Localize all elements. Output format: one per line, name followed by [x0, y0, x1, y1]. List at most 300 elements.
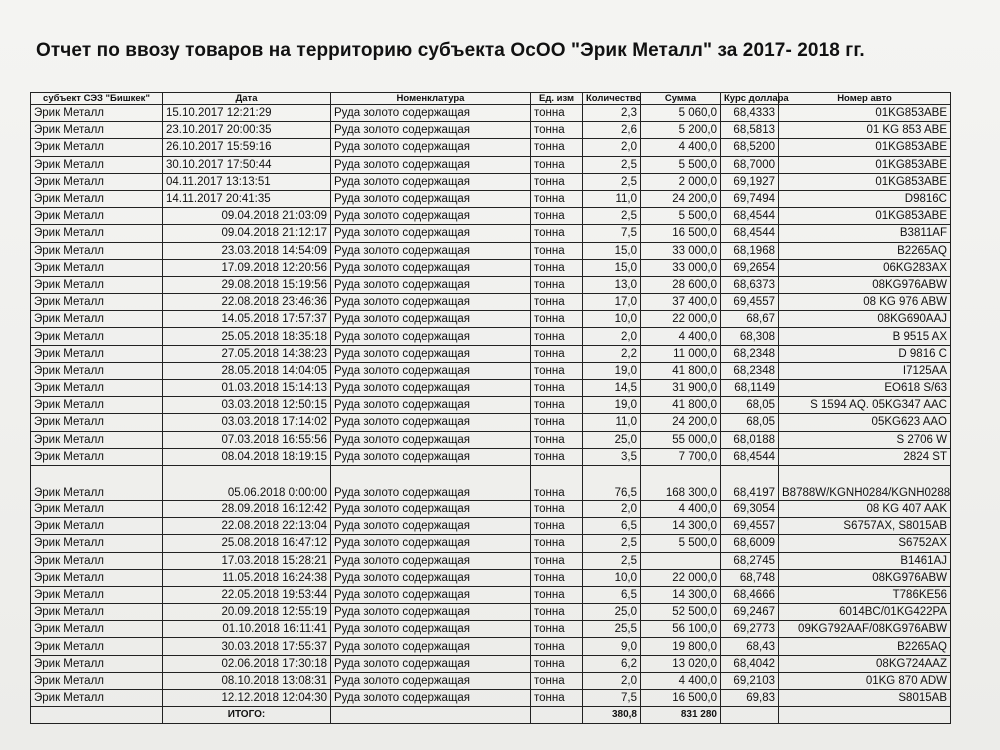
- cell-plate: B3811AF: [779, 225, 951, 242]
- cell-rate: 68,4197: [721, 465, 779, 500]
- table-row: [31, 328, 951, 345]
- cell-quantity: 25,0: [583, 604, 641, 621]
- cell-quantity: 14,5: [583, 380, 641, 397]
- cell-quantity: 19,0: [583, 362, 641, 379]
- cell-nomenclature: Руда золото содержащая: [331, 518, 531, 535]
- table-row: [31, 465, 951, 500]
- cell-rate: 69,4557: [721, 294, 779, 311]
- cell-subject: Эрик Металл: [31, 242, 163, 259]
- header-unit: Ед. изм: [531, 93, 583, 105]
- table-row: [31, 586, 951, 603]
- cell-plate: 01KG853ABE: [779, 208, 951, 225]
- cell-date: 17.09.2018 12:20:56: [163, 259, 331, 276]
- cell-plate: 08KG976ABW: [779, 569, 951, 586]
- cell-sum: 31 900,0: [641, 380, 721, 397]
- table-row: [31, 655, 951, 672]
- cell-plate: 06KG283AX: [779, 259, 951, 276]
- cell-subject: Эрик Металл: [31, 362, 163, 379]
- cell-date: 09.04.2018 21:03:09: [163, 208, 331, 225]
- cell-subject: Эрик Металл: [31, 586, 163, 603]
- cell-plate: 05KG623 AAO: [779, 414, 951, 431]
- cell-plate: B1461AJ: [779, 552, 951, 569]
- cell-date: 22.05.2018 19:53:44: [163, 586, 331, 603]
- cell-plate: B8788W/KGNH0284/KGNH0288: [779, 465, 951, 500]
- cell-sum: 41 800,0: [641, 397, 721, 414]
- cell-rate: 68,2348: [721, 362, 779, 379]
- cell-nomenclature: Руда золото содержащая: [331, 465, 531, 500]
- cell-quantity: 7,5: [583, 690, 641, 707]
- table-row: [31, 638, 951, 655]
- cell-subject: Эрик Металл: [31, 294, 163, 311]
- cell-rate: 69,2467: [721, 604, 779, 621]
- table-row: [31, 569, 951, 586]
- table-row: [31, 672, 951, 689]
- cell-plate: 08KG976ABW: [779, 276, 951, 293]
- cell-sum: 5 500,0: [641, 535, 721, 552]
- cell-unit: тонна: [531, 294, 583, 311]
- cell-quantity: 2,0: [583, 672, 641, 689]
- cell-date: 08.10.2018 13:08:31: [163, 672, 331, 689]
- cell-date: 04.11.2017 13:13:51: [163, 173, 331, 190]
- cell-date: 03.03.2018 17:14:02: [163, 414, 331, 431]
- cell-sum: 14 300,0: [641, 586, 721, 603]
- cell-subject: Эрик Металл: [31, 465, 163, 500]
- cell-quantity: 7,5: [583, 225, 641, 242]
- cell-plate: D 9816 C: [779, 345, 951, 362]
- cell-nomenclature: Руда золото содержащая: [331, 122, 531, 139]
- cell-rate: 68,4544: [721, 448, 779, 465]
- cell-subject: Эрик Металл: [31, 259, 163, 276]
- table-row: [31, 294, 951, 311]
- cell-date: 26.10.2017 15:59:16: [163, 139, 331, 156]
- cell-plate: 09KG792AAF/08KG976ABW: [779, 621, 951, 638]
- table-row: [31, 242, 951, 259]
- cell-sum: 56 100,0: [641, 621, 721, 638]
- cell-date: 09.04.2018 21:12:17: [163, 225, 331, 242]
- table-row: [31, 156, 951, 173]
- cell-quantity: 25,5: [583, 621, 641, 638]
- cell-subject: Эрик Металл: [31, 569, 163, 586]
- table-row: [31, 139, 951, 156]
- cell-subject: Эрик Металл: [31, 225, 163, 242]
- cell-unit: тонна: [531, 362, 583, 379]
- table-row: [31, 448, 951, 465]
- cell-nomenclature: Руда золото содержащая: [331, 448, 531, 465]
- cell-subject: Эрик Металл: [31, 208, 163, 225]
- table-row: [31, 380, 951, 397]
- cell-nomenclature: Руда золото содержащая: [331, 276, 531, 293]
- total-empty-unit: [531, 707, 583, 724]
- cell-nomenclature: Руда золото содержащая: [331, 311, 531, 328]
- cell-plate: 01 KG 853 ABE: [779, 122, 951, 139]
- cell-unit: тонна: [531, 690, 583, 707]
- total-empty-subject: [31, 707, 163, 724]
- cell-unit: тонна: [531, 552, 583, 569]
- cell-nomenclature: Руда золото содержащая: [331, 431, 531, 448]
- cell-subject: Эрик Металл: [31, 672, 163, 689]
- cell-subject: Эрик Металл: [31, 500, 163, 517]
- total-label: ИТОГО:: [163, 707, 331, 724]
- cell-unit: тонна: [531, 276, 583, 293]
- cell-rate: 68,4333: [721, 105, 779, 122]
- cell-unit: тонна: [531, 139, 583, 156]
- cell-sum: 24 200,0: [641, 414, 721, 431]
- table-row: [31, 604, 951, 621]
- cell-quantity: 10,0: [583, 311, 641, 328]
- cell-nomenclature: Руда золото содержащая: [331, 190, 531, 207]
- cell-sum: 16 500,0: [641, 225, 721, 242]
- cell-unit: тонна: [531, 173, 583, 190]
- total-quantity: 380,8: [583, 707, 641, 724]
- cell-plate: S6757AX, S8015AB: [779, 518, 951, 535]
- cell-subject: Эрик Металл: [31, 414, 163, 431]
- table-row: [31, 500, 951, 517]
- cell-rate: 68,308: [721, 328, 779, 345]
- cell-sum: [641, 552, 721, 569]
- cell-sum: 28 600,0: [641, 276, 721, 293]
- cell-nomenclature: Руда золото содержащая: [331, 328, 531, 345]
- table-row: [31, 431, 951, 448]
- cell-sum: 52 500,0: [641, 604, 721, 621]
- cell-date: 23.10.2017 20:00:35: [163, 122, 331, 139]
- cell-rate: 68,4666: [721, 586, 779, 603]
- cell-quantity: 3,5: [583, 448, 641, 465]
- cell-nomenclature: Руда золото содержащая: [331, 690, 531, 707]
- cell-plate: 01KG853ABE: [779, 156, 951, 173]
- cell-nomenclature: Руда золото содержащая: [331, 225, 531, 242]
- cell-date: 12.12.2018 12:04:30: [163, 690, 331, 707]
- cell-quantity: 2,5: [583, 156, 641, 173]
- cell-nomenclature: Руда золото содержащая: [331, 397, 531, 414]
- cell-unit: тонна: [531, 569, 583, 586]
- cell-sum: 2 000,0: [641, 173, 721, 190]
- total-empty-plate: [779, 707, 951, 724]
- cell-rate: 68,4544: [721, 225, 779, 242]
- header-subject: субъект СЭЗ "Бишкек": [31, 93, 163, 105]
- cell-rate: 68,0188: [721, 431, 779, 448]
- cell-nomenclature: Руда золото содержащая: [331, 414, 531, 431]
- cell-quantity: 13,0: [583, 276, 641, 293]
- cell-sum: 41 800,0: [641, 362, 721, 379]
- table-row: [31, 311, 951, 328]
- cell-nomenclature: Руда золото содержащая: [331, 655, 531, 672]
- table-row: [31, 122, 951, 139]
- cell-nomenclature: Руда золото содержащая: [331, 139, 531, 156]
- cell-plate: T786KE56: [779, 586, 951, 603]
- cell-plate: B2265AQ: [779, 242, 951, 259]
- cell-sum: 19 800,0: [641, 638, 721, 655]
- header-date: Дата: [163, 93, 331, 105]
- cell-rate: 68,2745: [721, 552, 779, 569]
- cell-quantity: 2,5: [583, 552, 641, 569]
- header-plate: Номер авто: [779, 93, 951, 105]
- cell-subject: Эрик Металл: [31, 431, 163, 448]
- cell-nomenclature: Руда золото содержащая: [331, 500, 531, 517]
- cell-quantity: 6,5: [583, 518, 641, 535]
- cell-plate: S 2706 W: [779, 431, 951, 448]
- cell-sum: 24 200,0: [641, 190, 721, 207]
- cell-nomenclature: Руда золото содержащая: [331, 621, 531, 638]
- cell-subject: Эрик Металл: [31, 156, 163, 173]
- cell-sum: 14 300,0: [641, 518, 721, 535]
- cell-unit: тонна: [531, 242, 583, 259]
- cell-unit: тонна: [531, 518, 583, 535]
- cell-sum: 33 000,0: [641, 242, 721, 259]
- cell-unit: тонна: [531, 465, 583, 500]
- table-row: [31, 173, 951, 190]
- cell-sum: 4 400,0: [641, 328, 721, 345]
- cell-quantity: 17,0: [583, 294, 641, 311]
- cell-sum: 22 000,0: [641, 569, 721, 586]
- cell-plate: B2265AQ: [779, 638, 951, 655]
- cell-sum: 16 500,0: [641, 690, 721, 707]
- cell-nomenclature: Руда золото содержащая: [331, 569, 531, 586]
- table-row: [31, 105, 951, 122]
- cell-plate: S6752AX: [779, 535, 951, 552]
- cell-rate: 68,4544: [721, 208, 779, 225]
- table-row: [31, 259, 951, 276]
- total-row: [31, 707, 951, 724]
- cell-rate: 68,6373: [721, 276, 779, 293]
- cell-unit: тонна: [531, 586, 583, 603]
- cell-nomenclature: Руда золото содержащая: [331, 604, 531, 621]
- cell-rate: 68,5813: [721, 122, 779, 139]
- cell-nomenclature: Руда золото содержащая: [331, 294, 531, 311]
- cell-unit: тонна: [531, 431, 583, 448]
- cell-nomenclature: Руда золото содержащая: [331, 586, 531, 603]
- cell-sum: 37 400,0: [641, 294, 721, 311]
- cell-rate: 69,4557: [721, 518, 779, 535]
- cell-unit: тонна: [531, 259, 583, 276]
- cell-sum: 5 200,0: [641, 122, 721, 139]
- cell-sum: 168 300,0: [641, 465, 721, 500]
- table-row: [31, 690, 951, 707]
- cell-unit: тонна: [531, 621, 583, 638]
- cell-quantity: 11,0: [583, 190, 641, 207]
- cell-plate: EO618 S/63: [779, 380, 951, 397]
- cell-date: 05.06.2018 0:00:00: [163, 465, 331, 500]
- cell-rate: 68,05: [721, 397, 779, 414]
- cell-unit: тонна: [531, 448, 583, 465]
- total-empty-nom: [331, 707, 531, 724]
- cell-sum: 7 700,0: [641, 448, 721, 465]
- cell-date: 02.06.2018 17:30:18: [163, 655, 331, 672]
- cell-sum: 13 020,0: [641, 655, 721, 672]
- cell-unit: тонна: [531, 672, 583, 689]
- cell-date: 07.03.2018 16:55:56: [163, 431, 331, 448]
- cell-quantity: 11,0: [583, 414, 641, 431]
- cell-rate: 68,1149: [721, 380, 779, 397]
- cell-date: 17.03.2018 15:28:21: [163, 552, 331, 569]
- cell-unit: тонна: [531, 225, 583, 242]
- cell-date: 29.08.2018 15:19:56: [163, 276, 331, 293]
- cell-subject: Эрик Металл: [31, 397, 163, 414]
- cell-plate: 08 KG 976 ABW: [779, 294, 951, 311]
- cell-quantity: 15,0: [583, 242, 641, 259]
- cell-unit: тонна: [531, 535, 583, 552]
- cell-sum: 5 060,0: [641, 105, 721, 122]
- cell-date: 28.05.2018 14:04:05: [163, 362, 331, 379]
- cell-plate: B 9515 AX: [779, 328, 951, 345]
- cell-subject: Эрик Металл: [31, 448, 163, 465]
- cell-plate: 08KG724AAZ: [779, 655, 951, 672]
- table-row: [31, 208, 951, 225]
- table-row: [31, 621, 951, 638]
- table-row: [31, 225, 951, 242]
- cell-date: 14.05.2018 17:57:37: [163, 311, 331, 328]
- cell-plate: 01KG853ABE: [779, 139, 951, 156]
- cell-rate: 68,7000: [721, 156, 779, 173]
- cell-subject: Эрик Металл: [31, 345, 163, 362]
- header-sum: Сумма: [641, 93, 721, 105]
- cell-sum: 33 000,0: [641, 259, 721, 276]
- cell-subject: Эрик Металл: [31, 328, 163, 345]
- cell-date: 03.03.2018 12:50:15: [163, 397, 331, 414]
- cell-nomenclature: Руда золото содержащая: [331, 362, 531, 379]
- cell-nomenclature: Руда золото содержащая: [331, 156, 531, 173]
- cell-subject: Эрик Металл: [31, 552, 163, 569]
- cell-rate: 68,05: [721, 414, 779, 431]
- cell-unit: тонна: [531, 638, 583, 655]
- cell-rate: 68,1968: [721, 242, 779, 259]
- table-row: [31, 518, 951, 535]
- cell-plate: 08KG690AAJ: [779, 311, 951, 328]
- cell-plate: 2824 ST: [779, 448, 951, 465]
- cell-subject: Эрик Металл: [31, 139, 163, 156]
- cell-subject: Эрик Металл: [31, 604, 163, 621]
- cell-unit: тонна: [531, 655, 583, 672]
- cell-quantity: 2,2: [583, 345, 641, 362]
- cell-quantity: 6,5: [583, 586, 641, 603]
- cell-subject: Эрик Металл: [31, 173, 163, 190]
- cell-plate: I7125AA: [779, 362, 951, 379]
- cell-subject: Эрик Металл: [31, 621, 163, 638]
- cell-nomenclature: Руда золото содержащая: [331, 638, 531, 655]
- cell-subject: Эрик Металл: [31, 311, 163, 328]
- total-empty-rate: [721, 707, 779, 724]
- table-row: [31, 552, 951, 569]
- cell-nomenclature: Руда золото содержащая: [331, 208, 531, 225]
- cell-unit: тонна: [531, 380, 583, 397]
- cell-rate: 69,2654: [721, 259, 779, 276]
- cell-subject: Эрик Металл: [31, 535, 163, 552]
- cell-unit: тонна: [531, 208, 583, 225]
- cell-date: 30.10.2017 17:50:44: [163, 156, 331, 173]
- cell-rate: 68,43: [721, 638, 779, 655]
- cell-quantity: 19,0: [583, 397, 641, 414]
- cell-nomenclature: Руда золото содержащая: [331, 345, 531, 362]
- cell-quantity: 6,2: [583, 655, 641, 672]
- cell-date: 11.05.2018 16:24:38: [163, 569, 331, 586]
- cell-unit: тонна: [531, 414, 583, 431]
- cell-date: 01.10.2018 16:11:41: [163, 621, 331, 638]
- cell-rate: 68,5200: [721, 139, 779, 156]
- cell-date: 15.10.2017 12:21:29: [163, 105, 331, 122]
- cell-date: 25.08.2018 16:47:12: [163, 535, 331, 552]
- cell-quantity: 15,0: [583, 259, 641, 276]
- table-body: [31, 105, 951, 707]
- cell-subject: Эрик Металл: [31, 655, 163, 672]
- cell-sum: 22 000,0: [641, 311, 721, 328]
- cell-nomenclature: Руда золото содержащая: [331, 259, 531, 276]
- cell-nomenclature: Руда золото содержащая: [331, 105, 531, 122]
- cell-date: 28.09.2018 16:12:42: [163, 500, 331, 517]
- cell-date: 14.11.2017 20:41:35: [163, 190, 331, 207]
- cell-unit: тонна: [531, 156, 583, 173]
- cell-plate: 01KG853ABE: [779, 173, 951, 190]
- cell-date: 30.03.2018 17:55:37: [163, 638, 331, 655]
- cell-nomenclature: Руда золото содержащая: [331, 552, 531, 569]
- cell-unit: тонна: [531, 328, 583, 345]
- header-quantity: Количество: [583, 93, 641, 105]
- cell-unit: тонна: [531, 500, 583, 517]
- header-rate: Курс доллара: [721, 93, 779, 105]
- cell-subject: Эрик Металл: [31, 190, 163, 207]
- cell-rate: 68,2348: [721, 345, 779, 362]
- cell-unit: тонна: [531, 311, 583, 328]
- cell-quantity: 9,0: [583, 638, 641, 655]
- cell-date: 23.03.2018 14:54:09: [163, 242, 331, 259]
- cell-quantity: 2,5: [583, 173, 641, 190]
- cell-date: 08.04.2018 18:19:15: [163, 448, 331, 465]
- cell-plate: D9816C: [779, 190, 951, 207]
- cell-date: 22.08.2018 22:13:04: [163, 518, 331, 535]
- cell-date: 20.09.2018 12:55:19: [163, 604, 331, 621]
- table-row: [31, 345, 951, 362]
- cell-nomenclature: Руда золото содержащая: [331, 173, 531, 190]
- cell-quantity: 76,5: [583, 465, 641, 500]
- header-nomenclature: Номенклатура: [331, 93, 531, 105]
- cell-rate: 68,748: [721, 569, 779, 586]
- cell-quantity: 25,0: [583, 431, 641, 448]
- cell-unit: тонна: [531, 190, 583, 207]
- cell-date: 25.05.2018 18:35:18: [163, 328, 331, 345]
- table-row: [31, 190, 951, 207]
- cell-subject: Эрик Металл: [31, 105, 163, 122]
- cell-unit: тонна: [531, 105, 583, 122]
- cell-date: 22.08.2018 23:46:36: [163, 294, 331, 311]
- report-title: Отчет по ввозу товаров на территорию субъекта ОсОО "Эрик Металл" за 2017- 2018 гг.: [36, 40, 865, 61]
- cell-sum: 4 400,0: [641, 500, 721, 517]
- cell-quantity: 2,5: [583, 535, 641, 552]
- cell-plate: 01KG 870 ADW: [779, 672, 951, 689]
- cell-plate: 01KG853ABE: [779, 105, 951, 122]
- cell-unit: тонна: [531, 122, 583, 139]
- cell-subject: Эрик Металл: [31, 518, 163, 535]
- table-row: [31, 362, 951, 379]
- cell-unit: тонна: [531, 604, 583, 621]
- cell-nomenclature: Руда золото содержащая: [331, 535, 531, 552]
- table-row: [31, 414, 951, 431]
- cell-subject: Эрик Металл: [31, 122, 163, 139]
- cell-quantity: 2,5: [583, 208, 641, 225]
- cell-sum: 4 400,0: [641, 139, 721, 156]
- cell-subject: Эрик Металл: [31, 638, 163, 655]
- cell-rate: 69,1927: [721, 173, 779, 190]
- cell-rate: 68,67: [721, 311, 779, 328]
- cell-quantity: 2,0: [583, 139, 641, 156]
- cell-rate: 69,2103: [721, 672, 779, 689]
- cell-nomenclature: Руда золото содержащая: [331, 242, 531, 259]
- cell-sum: 55 000,0: [641, 431, 721, 448]
- cell-quantity: 2,0: [583, 500, 641, 517]
- cell-unit: тонна: [531, 345, 583, 362]
- table-row: [31, 276, 951, 293]
- cell-subject: Эрик Металл: [31, 380, 163, 397]
- cell-rate: 69,2773: [721, 621, 779, 638]
- cell-date: 27.05.2018 14:38:23: [163, 345, 331, 362]
- cell-rate: 69,3054: [721, 500, 779, 517]
